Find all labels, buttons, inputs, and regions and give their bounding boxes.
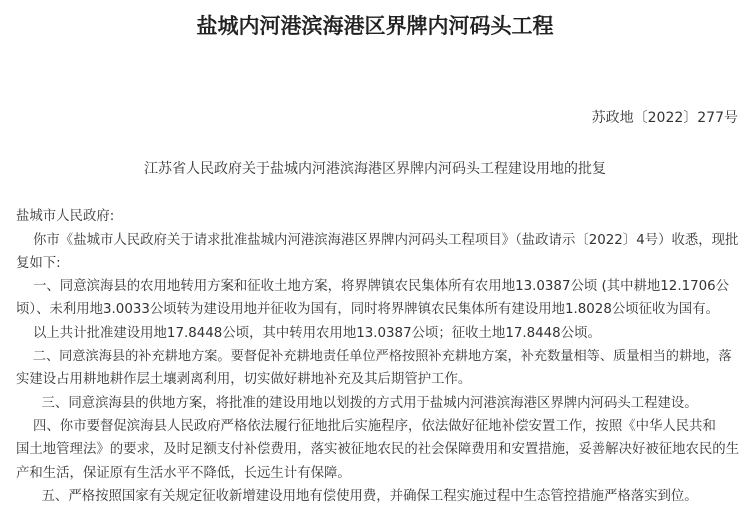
- body-line-10: 国土地管理法》的要求，及时足额支付补偿费用，落实被征地农民的社会保障费用和安置措施，妥善解决好被征地农民的生: [16, 442, 740, 457]
- body-line-11: 产和生活，保证原有生活水平不降低，长远生计有保障。: [16, 466, 351, 481]
- body-line-8: 三、同意滨海县的供地方案，将批准的建设用地以划拨的方式用于盐城内河港滨海港区界牌内河码头工程建设。: [16, 396, 698, 411]
- body-line-7: 实建设占用耕地耕作层土壤剥离利用，切实做好耕地补充及其后期管护工作。: [16, 372, 472, 387]
- body-line-4: 顷）、未利用地3.0033公顷转为建设用地并征收为国有，同时将界牌镇农民集体所有建设用地1.8028公顷征收为国有。: [16, 302, 719, 317]
- body-line-12: 五、严格按照国家有关规定征收新增建设用地有偿使用费，并确保工程实施过程中生态管控措施严格落实到位。: [16, 489, 698, 504]
- body-line-9: 四、你市要督促滨海县人民政府严格依法履行征地批后实施程序，依法做好征地补偿安置工作，按照《中华人民共和: [16, 419, 716, 434]
- document-title: 盐城内河港滨海港区界牌内河码头工程: [196, 14, 554, 38]
- body-line-6: 二、同意滨海县的补充耕地方案。要督促补充耕地责任单位严格按照补充耕地方案，补充数量相等、质量相当的耕地，落: [16, 349, 732, 364]
- document-subtitle: 江苏省人民政府关于盐城内河港滨海港区界牌内河码头工程建设用地的批复: [144, 161, 606, 177]
- body-line-3: 一、同意滨海县的农用地转用方案和征收土地方案，将界牌镇农民集体所有农用地13.0387公顷 (其中耕地12.1706公: [16, 279, 730, 294]
- body-line-5: 以上共计批准建设用地17.8448公顷，其中转用农用地13.0387公顷；征收土地17.8448公顷。: [16, 326, 601, 341]
- document-number: 苏政地〔2022〕277号: [591, 110, 738, 126]
- addressee-line: 盐城市人民政府:: [16, 209, 115, 224]
- body-line-1: 你市《盐城市人民政府关于请求批准盐城内河港滨海港区界牌内河码头工程项目》（盐政请示〔2022〕4号）收悉，现批: [16, 233, 739, 248]
- body-line-2: 复如下:: [16, 256, 61, 271]
